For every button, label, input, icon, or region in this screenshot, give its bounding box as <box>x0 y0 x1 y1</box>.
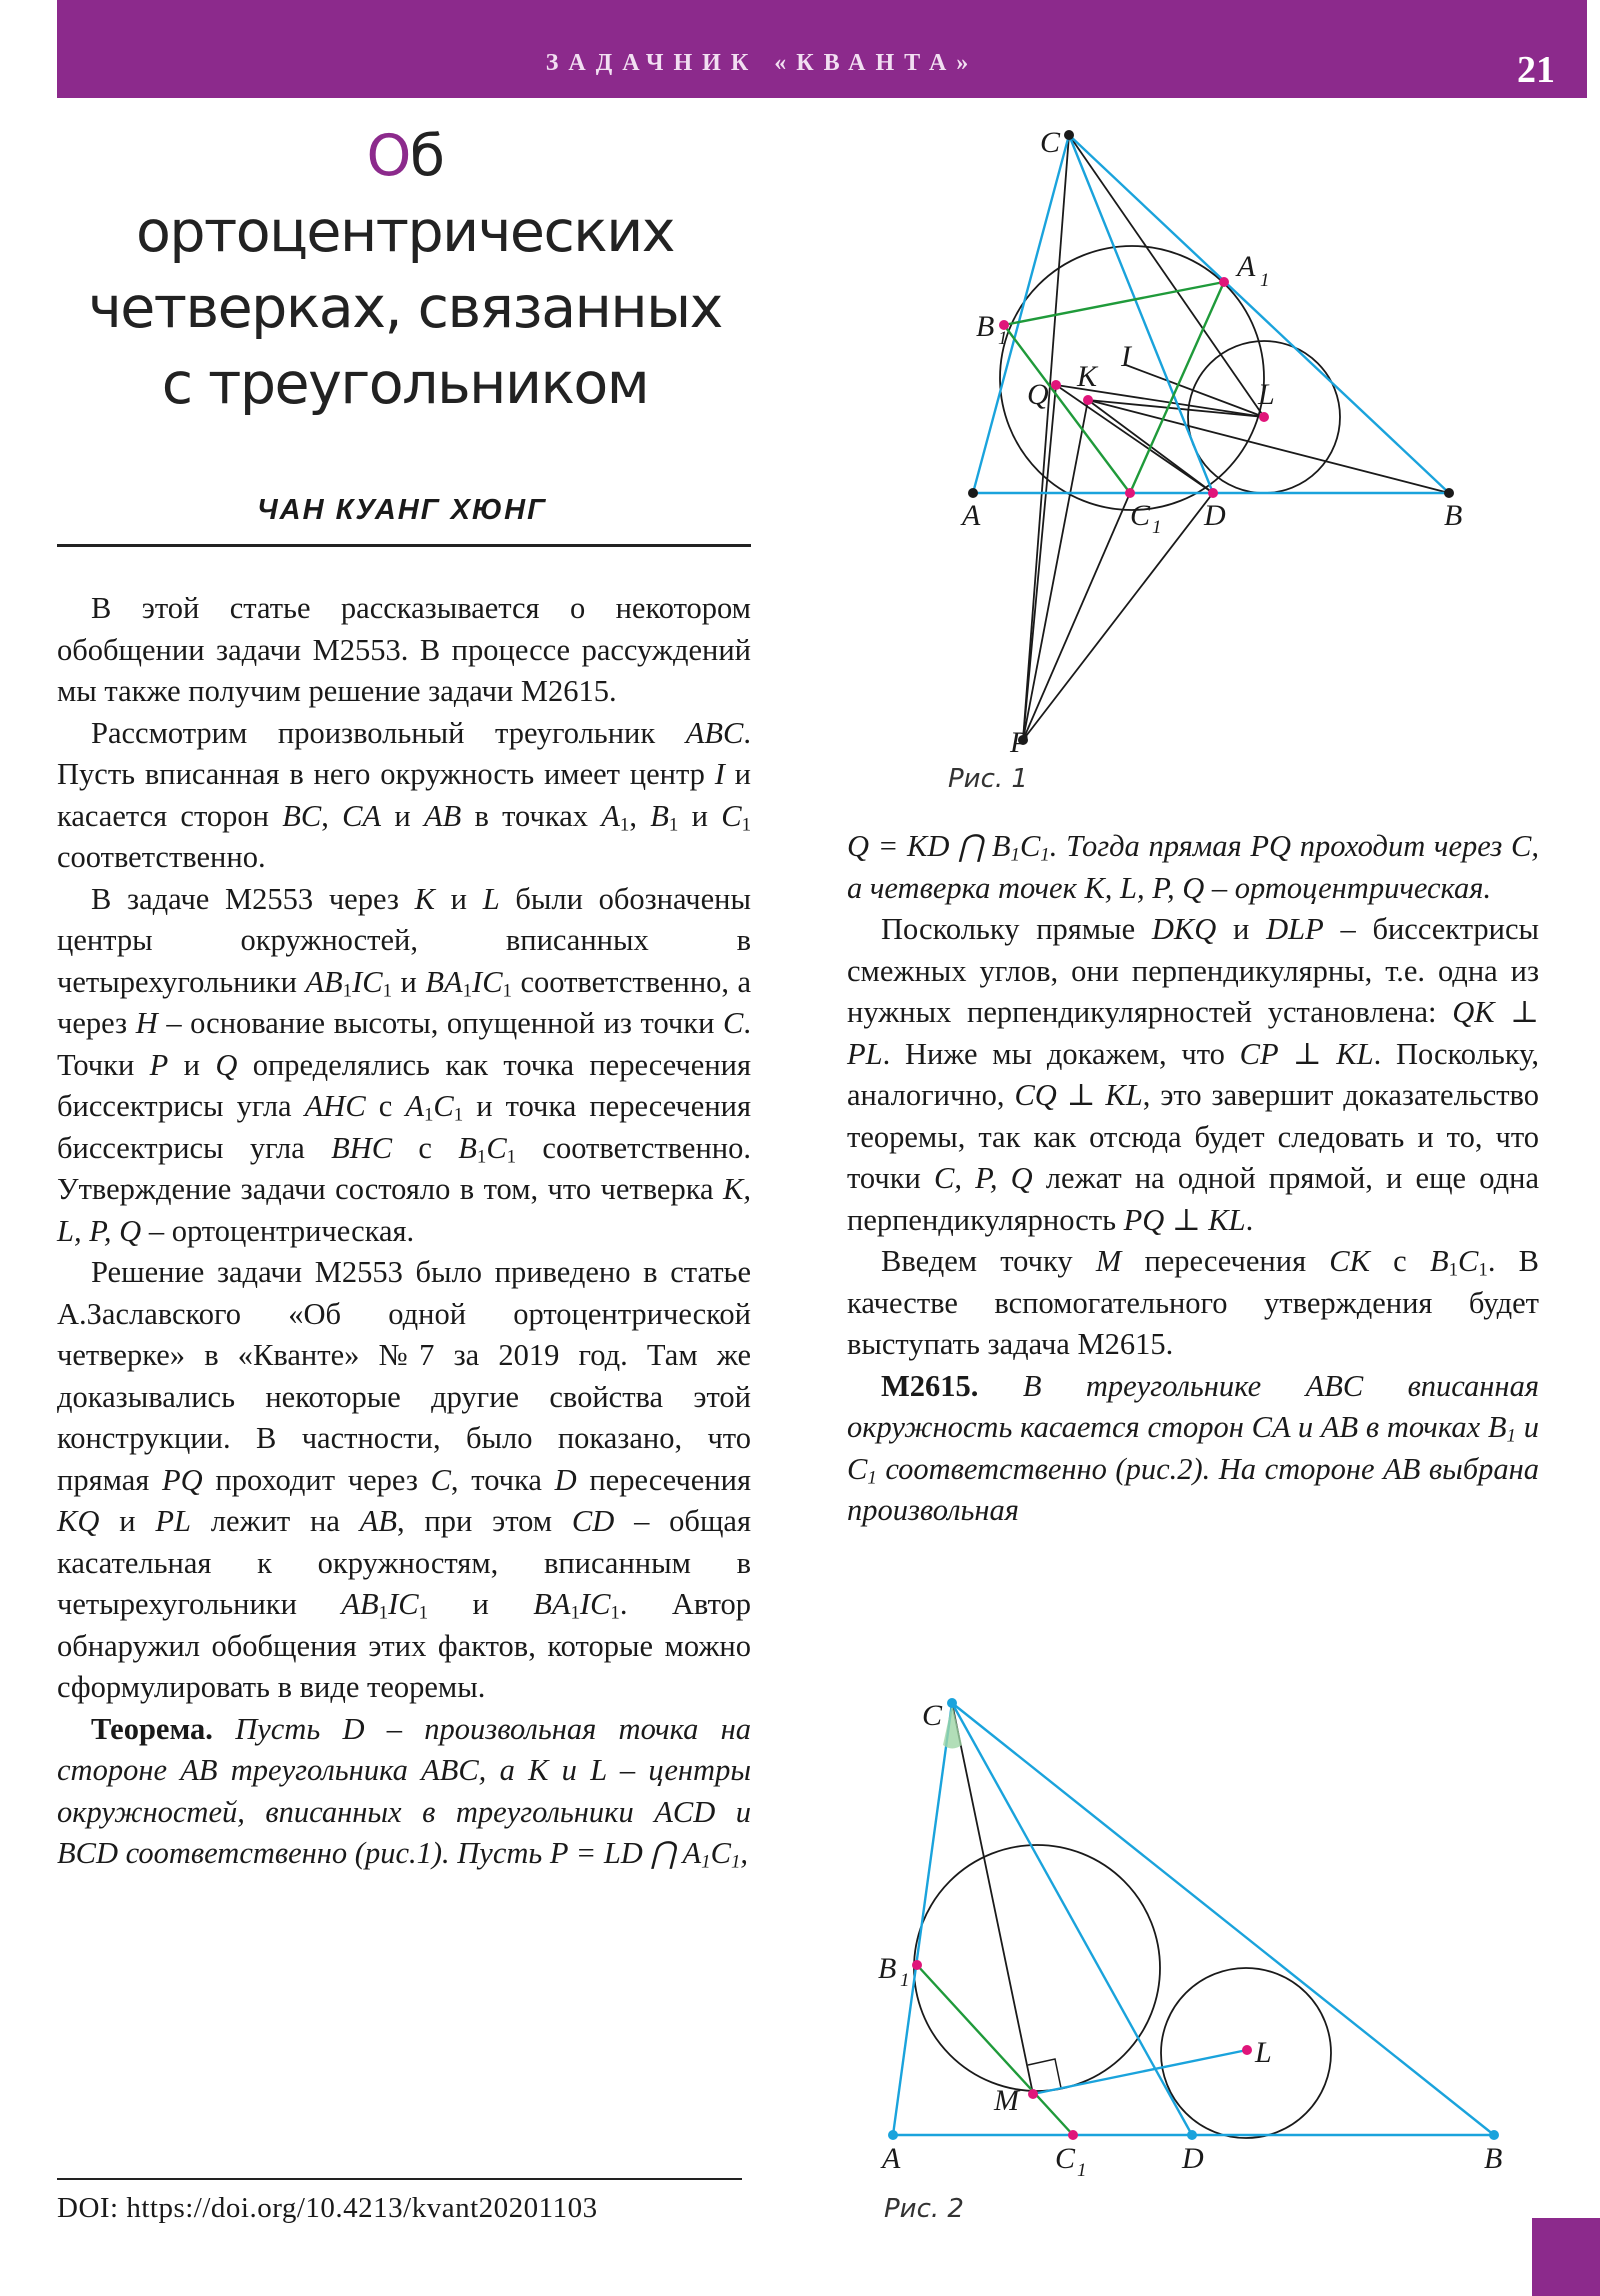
svg-text:1: 1 <box>1260 270 1270 291</box>
header-band <box>57 0 1587 98</box>
paragraph-point-m: Введем точку M пересечения CK с $B_1C_1$. В качестве вспомогательного утверждения будет выступать задача М2615. <box>847 1244 1539 1361</box>
svg-text:1: 1 <box>1077 2160 1087 2181</box>
fig2-label-c1: C <box>1055 2142 1076 2175</box>
corner-accent-block <box>1532 2218 1600 2296</box>
incircle-abc <box>914 1845 1160 2091</box>
svg-text:1: 1 <box>1152 517 1162 538</box>
paragraph-proof-start: Поскольку прямые DKQ и DLP – биссектрисы смежных углов, они перпендикулярны, т.е. одна из нужных перпендикулярностей установлена: QK ⊥ PL. Ниже мы докажем, что CP ⊥ KL. Поскольку, аналогично, CQ ⊥ KL, это завершит доказательство теоремы, так как отсюда будет следовать и то, что точки C, P, Q лежат на одной прямой, и еще одна перпендикулярность PQ ⊥ KL. <box>847 912 1540 1237</box>
title-line4: с треугольником <box>161 351 649 417</box>
fig1-label-p: P <box>1010 726 1029 759</box>
doi-rule <box>57 2178 742 2180</box>
figure-1-caption: Рис. 1 <box>948 764 1028 794</box>
author-name: ЧАН КУАНГ ХЮНГ <box>257 494 547 526</box>
paragraph-theorem-cont: Q = KD ⋂ $B_1C_1$. Тогда прямая PQ проходит через C, а четверка точек K, L, P, Q – ортоцентрическая. <box>847 829 1539 905</box>
title-line3: четверках, связанных <box>88 275 722 341</box>
fig1-label-b: B <box>1444 499 1463 532</box>
paragraph-m2553: В задаче М2553 через K и L были обозначены центры окружностей, вписанных в четырехугольники $AB_1IC_1$ и $BA_1IC_1$ соответственно, а через H – основание высоты, опущенной из точки C. Точки P и Q определялись как точка пересечения биссектрисы угла AHC с $A_1C_1$ и точка пересечения биссектрисы угла BHC с $B_1C_1$ соответственно. Утверждение задачи состояло в том, что четверка K, L, P, Q – ортоцентрическая. <box>57 881 752 1248</box>
title-initial: О <box>366 123 410 189</box>
fig2-label-b1: B <box>878 1952 897 1985</box>
paragraph-intro: В этой статье рассказывается о некотором обобщении задачи М2553. В процессе рассуждений мы также получим решение задачи М2615. <box>57 591 751 708</box>
fig1-label-b1: B <box>976 310 995 343</box>
paragraph-setup: Рассмотрим произвольный треугольник ABC. Пусть вписанная в него окружность имеет центр I и касается сторон BC, CA и AB в точках $A_1$, $B_1$ и $C_1$ соответственно. <box>57 715 752 874</box>
author-rule <box>57 544 751 547</box>
fig1-label-c1: C <box>1130 499 1151 532</box>
fig1-label-a: A <box>962 499 981 532</box>
article-title <box>55 118 755 422</box>
fig2-label-l: L <box>1255 2036 1272 2069</box>
fig2-label-m: M <box>994 2084 1019 2117</box>
figure-2 <box>870 1680 1510 2190</box>
left-column <box>57 588 751 1875</box>
fig1-label-l: L <box>1258 378 1275 411</box>
title-line2: ортоцентрических <box>136 199 674 265</box>
fig2-label-c: C <box>922 1699 943 1732</box>
fig1-label-k: K <box>1077 360 1098 393</box>
fig1-label-i: I <box>1121 340 1131 373</box>
fig2-label-d: D <box>1182 2142 1204 2175</box>
title-line1-rest: б <box>409 123 444 189</box>
figure-1 <box>940 120 1500 770</box>
doi-link[interactable]: DOI: https://doi.org/10.4213/kvant20201103 <box>57 2192 598 2224</box>
page-number: 21 <box>1517 49 1555 91</box>
fig2-label-b: B <box>1484 2142 1503 2175</box>
right-column <box>847 826 1539 1532</box>
fig1-label-d: D <box>1204 499 1226 532</box>
fig2-label-a: A <box>882 2142 901 2175</box>
paragraph-theorem: Теорема. Пусть D – произвольная точка на стороне AB треугольника ABC, а K и L – центры окружностей, вписанных в треугольники ACD и BCD соответственно (рис.1). Пусть P = LD ⋂ $A_1C_1$, <box>57 1711 751 1873</box>
figure-2-caption: Рис. 2 <box>884 2194 964 2224</box>
fig1-label-q: Q <box>1027 378 1049 411</box>
fig1-label-a1: A <box>1237 250 1256 283</box>
section-title: ЗАДАЧНИК «КВАНТА» <box>545 50 979 76</box>
svg-text:1: 1 <box>998 328 1008 349</box>
fig1-label-c: C <box>1040 126 1061 159</box>
paragraph-history: Решение задачи М2553 было приведено в статье А.Заславского «Об одной ортоцентрической четверке» в «Кванте» №7 за 2019 год. Там же доказывались некоторые другие свойства этой конструкции. В частности, было показано, что прямая PQ проходит через C, точка D пересечения KQ и PL лежит на AB, при этом CD – общая касательная к окружностям, вписанным в четырехугольники $AB_1IC_1$ и $BA_1IC_1$. Автор обнаружил обобщения этих фактов, которые можно сформулировать в виде теоремы. <box>57 1255 751 1704</box>
svg-text:1: 1 <box>900 1970 910 1991</box>
paragraph-m2615: М2615. В треугольнике ABC вписанная окружность касается сторон CA и AB в точках $B_1$ и $C_1$ соответственно (рис.2). На стороне AB выбрана произвольная <box>847 1368 1539 1527</box>
